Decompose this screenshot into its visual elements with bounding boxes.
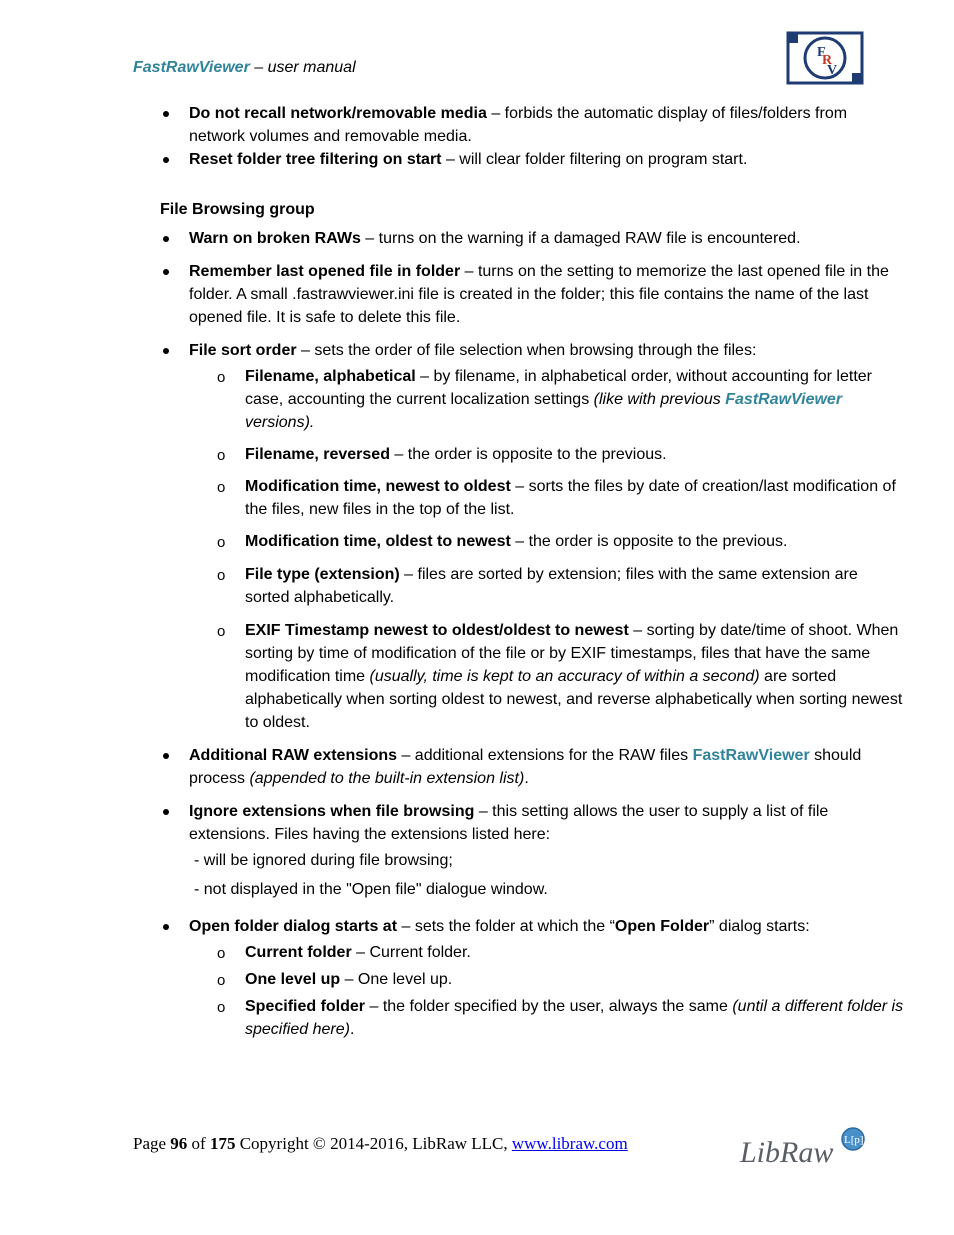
sub-item-title: EXIF Timestamp newest to oldest/oldest to newest [245, 622, 629, 639]
item-text: ” dialog starts: [709, 918, 810, 935]
ignore-line-2: - not displayed in the "Open file" dialogue window. [194, 881, 548, 898]
circle-bullet-icon: o [217, 567, 226, 584]
sub-item [160, 443, 905, 466]
item-italic: (appended to the built-in extension list) [249, 770, 525, 787]
sub-item-text: – Current folder. [351, 944, 471, 961]
item-text: . [524, 770, 529, 787]
sub-item-text: . [349, 1021, 355, 1038]
item-title: Warn on broken RAWs [189, 230, 361, 247]
item-text: – forbids the automatic display of files/folders from network volumes and removable media. [189, 105, 848, 145]
sub-item-text: – sorts the files by date of creation/last modification of the files, new files in the top of the list. [245, 478, 896, 518]
footer-page-number: 96 [170, 1134, 188, 1153]
libraw-logo-icon [738, 1124, 872, 1170]
item-text: – sets the order of file selection when browsing through the files: [296, 342, 757, 359]
circle-bullet-icon: o [217, 369, 226, 386]
brand-name: FastRawViewer [692, 747, 810, 764]
svg-text:L[p]: L[p] [844, 1134, 864, 1146]
list-item [160, 800, 905, 846]
sub-item-text: are sorted alphabetically when sorting oldest to newest, and reverse alphabetically when sorting newest to oldest. [245, 668, 903, 731]
item-title: Do not recall network/removable media [189, 105, 487, 122]
svg-text:V: V [827, 63, 838, 78]
libraw-link[interactable]: www.libraw.com [511, 1134, 628, 1153]
circle-bullet-icon: o [217, 534, 226, 551]
item-title: Ignore extensions when file browsing [189, 803, 475, 820]
sub-item-italic: (until a different folder is specified here) [245, 998, 904, 1038]
sub-item-title: One level up [245, 971, 341, 988]
sub-item-text: – by filename, in alphabetical order, without accounting for letter case, accounting the current localization settings [245, 368, 872, 408]
bullet-icon [163, 924, 169, 930]
item-text: – turns on the warning if a damaged RAW file is encountered. [360, 230, 801, 247]
sub-item-title: Filename, reversed [245, 446, 390, 463]
sub-item [160, 475, 905, 521]
list-item [160, 260, 905, 329]
bullet-icon [163, 348, 169, 354]
item-title: Additional RAW extensions [189, 747, 398, 764]
sub-item-italic: (like with previous [593, 391, 726, 408]
item-text: – sets the folder at which the “ [397, 918, 615, 935]
sub-item [160, 365, 905, 434]
page-footer [133, 1132, 628, 1155]
sub-item-title: Filename, alphabetical [245, 368, 416, 385]
bullet-icon [163, 269, 169, 275]
footer-copyright: Copyright © 2014-2016, LibRaw LLC, [235, 1134, 512, 1153]
sub-item [160, 530, 905, 553]
sub-item-text: – files are sorted by extension; files with the same extension are sorted alphabetically. [245, 566, 858, 606]
list-item [160, 148, 905, 171]
sub-item-italic: versions). [245, 414, 315, 431]
sub-item-text: – the order is opposite to the previous. [389, 446, 667, 463]
sub-item-text: – the order is opposite to the previous. [510, 533, 788, 550]
page-content [160, 102, 905, 1041]
item-title: Remember last opened file in folder [189, 263, 461, 280]
sub-item-title: Current folder [245, 944, 352, 961]
bullet-icon [163, 157, 169, 163]
list-item [160, 915, 905, 938]
svg-text:F: F [817, 45, 826, 60]
brand-name: FastRawViewer [725, 391, 843, 408]
circle-bullet-icon: o [217, 447, 226, 464]
item-title: File sort order [189, 342, 297, 359]
header-title [133, 56, 356, 79]
header-product: FastRawViewer [133, 59, 250, 76]
item-text: – will clear folder filtering on program start. [441, 151, 748, 168]
sub-item [160, 968, 905, 991]
list-item [160, 744, 905, 790]
sub-item-italic: (usually, time is kept to an accuracy of within a second) [369, 668, 760, 685]
header-suffix: – user manual [249, 59, 356, 76]
sub-item-text: – One level up. [340, 971, 453, 988]
circle-bullet-icon: o [217, 972, 226, 989]
sub-item [160, 941, 905, 964]
sub-item-text: – the folder specified by the user, always the same [365, 998, 733, 1015]
list-item [160, 102, 905, 148]
item-text: – additional extensions for the RAW files [397, 747, 693, 764]
svg-text:R: R [822, 53, 833, 68]
footer-of: of [187, 1134, 210, 1153]
sub-item-title: File type (extension) [245, 566, 400, 583]
sub-item-title: Modification time, newest to oldest [245, 478, 511, 495]
footer-page-label: Page [133, 1134, 171, 1153]
sub-item-title: Specified folder [245, 998, 366, 1015]
item-text: – this setting allows the user to supply a list of file extensions. Files having the extensions listed here: [189, 803, 829, 843]
frv-logo-icon [786, 31, 864, 85]
item-title: Reset folder tree filtering on start [189, 151, 442, 168]
list-item [160, 227, 905, 250]
item-title: Open Folder [614, 918, 710, 935]
group-heading: File Browsing group [160, 201, 315, 218]
sub-item [160, 995, 905, 1041]
ignore-line-1: - will be ignored during file browsing; [194, 852, 453, 869]
sub-item [160, 563, 905, 609]
bullet-icon [163, 809, 169, 815]
list-item [160, 339, 905, 362]
footer-total-pages: 175 [209, 1134, 236, 1153]
svg-text:LibRaw: LibRaw [740, 1136, 834, 1169]
sub-item-title: Modification time, oldest to newest [245, 533, 511, 550]
circle-bullet-icon: o [217, 945, 226, 962]
circle-bullet-icon: o [217, 479, 226, 496]
item-title: Open folder dialog starts at [189, 918, 398, 935]
sub-item-text: – sorting by date/time of shoot. When sorting by time of modification of the file or by EXIF timestamps, files that have the same modification time [245, 622, 899, 685]
bullet-icon [163, 236, 169, 242]
sub-item [160, 619, 905, 734]
bullet-icon [163, 111, 169, 117]
item-text: should process [189, 747, 862, 787]
bullet-icon [163, 753, 169, 759]
item-text: – turns on the setting to memorize the last opened file in the folder. A small .fastrawviewer.ini file is created in the folder; this file contains the name of the last opened file. It is safe to delete this file. [189, 263, 889, 326]
circle-bullet-icon: o [217, 623, 226, 640]
circle-bullet-icon: o [217, 999, 226, 1016]
